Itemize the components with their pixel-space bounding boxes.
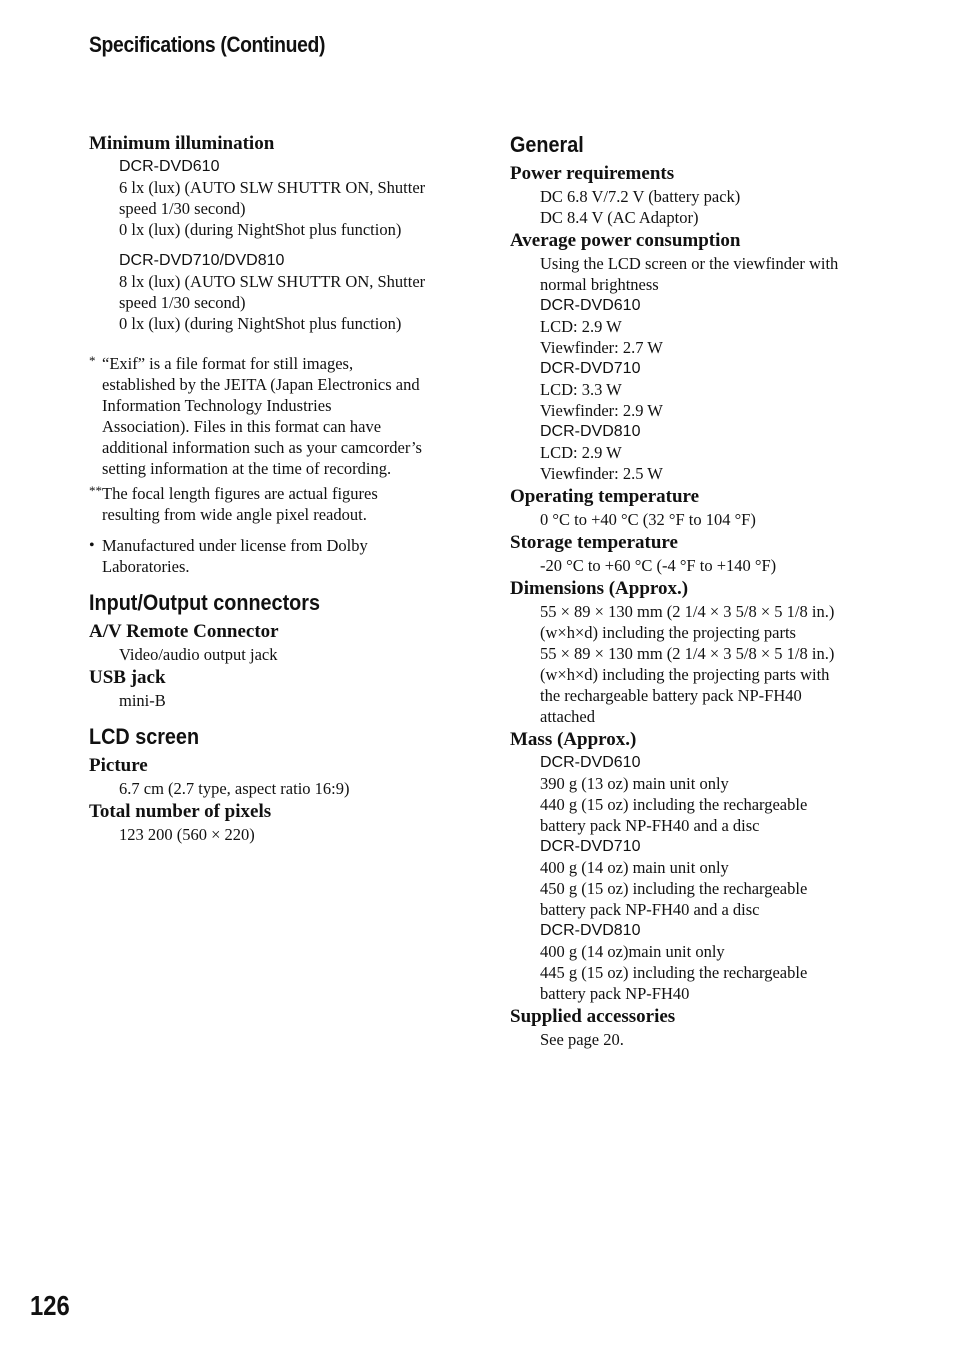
note-line: Manufactured under license from Dolby — [102, 536, 368, 555]
spec-title: Supplied accessories — [510, 1006, 676, 1027]
section-heading-io: Input/Output connectors — [89, 590, 320, 615]
spec-line: Viewfinder: 2.9 W — [540, 401, 663, 420]
footnote-line: “Exif” is a file format for still images, — [102, 354, 354, 373]
spec-line: LCD: 3.3 W — [540, 380, 622, 399]
footnote-line: resulting from wide angle pixel readout. — [102, 505, 367, 524]
spec-body — [510, 1029, 880, 1050]
spec-title: Average power consumption — [510, 230, 741, 251]
right-column — [510, 131, 880, 1050]
spec-body — [510, 509, 880, 530]
footnote-mark: * — [89, 353, 96, 368]
footnote-focal — [89, 483, 461, 525]
spec-body — [89, 778, 461, 799]
spec-body — [510, 253, 880, 484]
spec-title: Dimensions (Approx.) — [510, 578, 689, 599]
spec-body — [510, 186, 880, 228]
section-heading-lcd: LCD screen — [89, 724, 200, 749]
section-heading-general: General — [510, 132, 584, 157]
model-label: DCR-DVD710/DVD810 — [119, 252, 285, 269]
spec-line: 6 lx (lux) (AUTO SLW SHUTTR ON, Shutter — [119, 178, 426, 197]
spec-line: 55 × 89 × 130 mm (2 1/4 × 3 5/8 × 5 1/8 in.) — [540, 602, 835, 621]
footnote-line: additional information such as your camcorder’s — [102, 438, 422, 457]
spec-line: LCD: 2.9 W — [540, 443, 622, 462]
spec-line: 400 g (14 oz) main unit only — [540, 858, 729, 877]
spec-line: Video/audio output jack — [119, 645, 278, 664]
footnote-line: setting information at the time of recording. — [102, 459, 392, 478]
spec-line: speed 1/30 second) — [119, 293, 246, 312]
spec-body — [89, 644, 461, 665]
spec-line: 390 g (13 oz) main unit only — [540, 774, 729, 793]
spec-line: battery pack NP-FH40 and a disc — [540, 900, 760, 919]
spec-line: normal brightness — [540, 275, 659, 294]
spec-line: 0 °C to +40 °C (32 °F to 104 °F) — [540, 510, 756, 529]
model-label: DCR-DVD610 — [540, 297, 641, 314]
spec-operating-temperature — [510, 484, 880, 530]
spec-line: 400 g (14 oz)main unit only — [540, 942, 725, 961]
spec-body — [510, 752, 880, 1004]
spec-line: 445 g (15 oz) including the rechargeable — [540, 963, 808, 982]
spec-body — [89, 690, 461, 711]
spec-total-pixels — [89, 799, 461, 845]
spec-line: (w×h×d) including the projecting parts — [540, 623, 796, 642]
spec-storage-temperature — [510, 530, 880, 576]
spec-line: 8 lx (lux) (AUTO SLW SHUTTR ON, Shutter — [119, 272, 426, 291]
spec-line: -20 °C to +60 °C (-4 °F to +140 °F) — [540, 556, 777, 575]
spec-line: 450 g (15 oz) including the rechargeable — [540, 879, 808, 898]
model-label: DCR-DVD810 — [540, 922, 641, 939]
spec-mass — [510, 727, 880, 1004]
spec-line: LCD: 2.9 W — [540, 317, 622, 336]
spec-line: the rechargeable battery pack NP-FH40 — [540, 686, 802, 705]
spec-title: Power requirements — [510, 163, 675, 184]
spec-line: 55 × 89 × 130 mm (2 1/4 × 3 5/8 × 5 1/8 in.) — [540, 644, 835, 663]
spec-title: Picture — [89, 755, 148, 776]
spec-line: 440 g (15 oz) including the rechargeable — [540, 795, 808, 814]
spec-line: 0 lx (lux) (during NightShot plus function) — [119, 220, 402, 239]
spec-line: Viewfinder: 2.7 W — [540, 338, 663, 357]
spec-av-remote — [89, 619, 461, 665]
model-label: DCR-DVD710 — [540, 360, 641, 377]
spec-title: Operating temperature — [510, 486, 700, 507]
spec-line: Using the LCD screen or the viewfinder with — [540, 254, 839, 273]
spec-body — [89, 824, 461, 845]
spec-line: DC 8.4 V (AC Adaptor) — [540, 208, 699, 227]
footnote-line: Information Technology Industries — [102, 396, 332, 415]
page-number: 126 — [30, 1290, 70, 1321]
spec-power-requirements — [510, 161, 880, 228]
spec-average-power — [510, 228, 880, 484]
spec-picture — [89, 753, 461, 799]
spec-body — [510, 555, 880, 576]
spec-line: See page 20. — [540, 1030, 624, 1049]
spec-line: mini-B — [119, 691, 166, 710]
note-dolby — [89, 535, 461, 577]
spec-line: speed 1/30 second) — [119, 199, 246, 218]
spec-title: Storage temperature — [510, 532, 678, 553]
spec-body — [510, 601, 880, 727]
spec-usb-jack — [89, 665, 461, 711]
spec-title: Total number of pixels — [89, 801, 272, 822]
footnote-line: The focal length figures are actual figures — [102, 484, 378, 503]
model-label: DCR-DVD710 — [540, 838, 641, 855]
spec-title: USB jack — [89, 667, 166, 688]
spec-line: 123 200 (560 × 220) — [119, 825, 255, 844]
model-label: DCR-DVD610 — [540, 754, 641, 771]
footnote-line: established by the JEITA (Japan Electronics and — [102, 375, 420, 394]
note-line: Laboratories. — [102, 557, 190, 576]
footnote-mark: ** — [89, 483, 102, 498]
spec-line: battery pack NP-FH40 — [540, 984, 690, 1003]
model-label: DCR-DVD810 — [540, 423, 641, 440]
spec-line: (w×h×d) including the projecting parts with — [540, 665, 830, 684]
spec-title: A/V Remote Connector — [89, 621, 279, 642]
spec-supplied-accessories — [510, 1004, 880, 1050]
spec-title: Mass (Approx.) — [510, 729, 637, 750]
spec-line: 6.7 cm (2.7 type, aspect ratio 16:9) — [119, 779, 350, 798]
bullet-mark: • — [89, 537, 95, 554]
page-header-title: Specifications (Continued) — [89, 32, 326, 57]
spec-line: DC 6.8 V/7.2 V (battery pack) — [540, 187, 741, 206]
footnote-exif — [89, 353, 461, 479]
spec-dimensions — [510, 576, 880, 727]
footnote-line: Association). Files in this format can have — [102, 417, 382, 436]
spec-min-illumination — [89, 131, 461, 334]
spec-line: Viewfinder: 2.5 W — [540, 464, 663, 483]
spec-line: 0 lx (lux) (during NightShot plus function) — [119, 314, 402, 333]
spec-title: Minimum illumination — [89, 133, 275, 154]
spec-line: attached — [540, 707, 595, 726]
footnotes — [89, 353, 461, 577]
spec-line: battery pack NP-FH40 and a disc — [540, 816, 760, 835]
model-label: DCR-DVD610 — [119, 158, 220, 175]
spec-body — [89, 156, 461, 334]
left-column — [89, 131, 461, 845]
